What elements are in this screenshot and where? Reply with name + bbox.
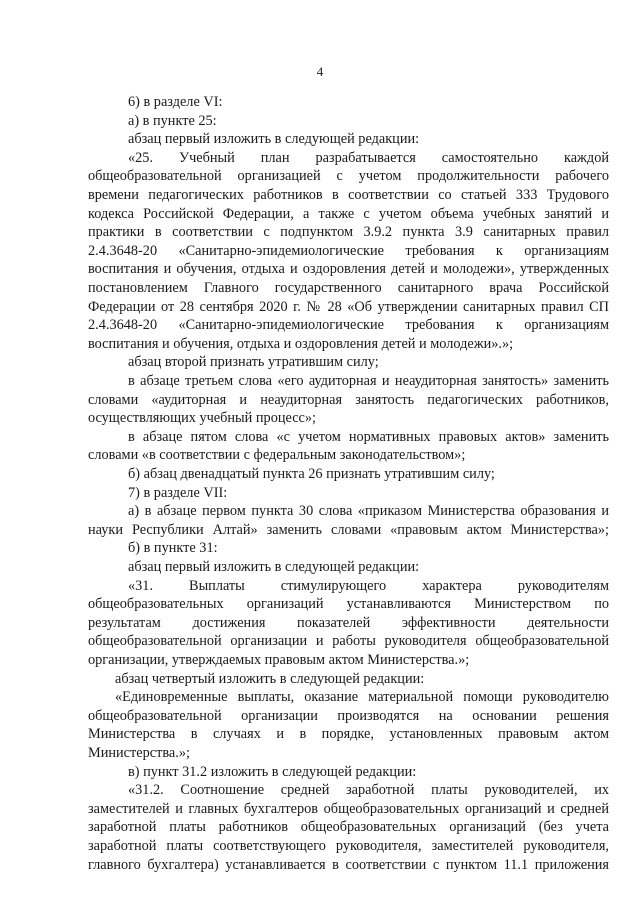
text-line: абзац четвертый изложить в следующей редакции:: [115, 670, 425, 687]
text-line: организации, утверждаемых правовым актом Министерства.»;: [88, 652, 470, 668]
text-line: кодекса Российской Федерации, а также с учетом объема учебных занятий и: [88, 205, 609, 222]
text-line: словами «в соответствии с федеральным законодательством»;: [88, 447, 466, 464]
text-line: 6) в разделе VI:: [128, 94, 223, 110]
text-line: общеобразовательных организаций устанавливаются Министерством по: [88, 596, 609, 613]
text-line: в) пункт 31.2 изложить в следующей редакции:: [128, 763, 417, 780]
text-line: б) абзац двенадцатый пункта 26 признать утратившим силу;: [128, 466, 495, 482]
text-line: Министерства.»;: [88, 745, 190, 761]
text-line: постановлением Главного государственного санитарного врача Российской: [88, 280, 609, 296]
text-line: науки Республики Алтай» заменить словами «правовым актом Министерства»;: [88, 521, 609, 538]
text-line: заработной платы работников общеобразовательных организаций (без учета: [88, 819, 609, 836]
text-line: «Единовременные выплаты, оказание материальной помощи руководителю: [115, 689, 609, 706]
text-line: б) в пункте 31:: [128, 540, 218, 557]
text-line: «31.2. Соотношение средней заработной платы руководителей, их: [128, 782, 609, 799]
text-line: Федерации от 28 сентября 2020 г. № 28 «Об утверждении санитарных правил СП: [88, 298, 609, 315]
page-number: 4: [316, 64, 324, 79]
text-line: «25. Учебный план разрабатывается самостоятельно каждой: [128, 149, 609, 166]
text-line: времени педагогических работников в соответствии со статьей 333 Трудового: [88, 187, 609, 203]
text-line: абзац первый изложить в следующей редакции:: [128, 131, 420, 148]
text-line: заработной платы соответствующего руководителя, заместителей руководителя,: [88, 838, 609, 854]
text-line: словами «аудиторная и неаудиторная занятость педагогических работников,: [88, 391, 609, 408]
text-line: в абзаце третьем слова «его аудиторная и неаудиторная занятость» заменить: [128, 373, 609, 389]
text-line: общеобразовательной организации и работы руководителя общеобразовательной: [88, 633, 609, 650]
text-line: а) в абзаце первом пункта 30 слова «приказом Министерства образования и: [128, 503, 609, 520]
text-line: практики в соответствии с подпунктом 3.9.2 пункта 3.9 санитарных правил: [88, 224, 609, 241]
text-line: 2.4.3648-20 «Санитарно-эпидемиологические требования к организациям: [88, 242, 609, 259]
text-line: «31. Выплаты стимулирующего характера руководителям: [128, 577, 609, 594]
text-line: абзац второй признать утратившим силу;: [128, 354, 379, 371]
text-line: 2.4.3648-20 «Санитарно-эпидемиологические требования к организациям: [88, 317, 609, 334]
text-line: заместителей и главных бухгалтеров общеобразовательных организаций и средней: [88, 800, 609, 817]
text-line: воспитания и обучения, отдыха и оздоровления детей и молодежи», утвержденных: [88, 261, 609, 278]
text-line: воспитания и обучения, отдыха и оздоровления детей и молодежи».»;: [88, 335, 514, 352]
text-line: общеобразовательной организации производятся на основании решения: [88, 707, 609, 724]
text-line: осуществляющих учебный процесс»;: [88, 410, 317, 427]
text-line: результатам достижения показателей эффективности деятельности: [88, 614, 609, 631]
text-line: а) в пункте 25:: [128, 112, 217, 129]
text-line: главного бухгалтера) устанавливается в соответствии с пунктом 11.1 приложения: [88, 856, 609, 873]
text-line: общеобразовательной организацией с учетом продолжительности рабочего: [88, 168, 609, 185]
text-line: в абзаце пятом слова «с учетом нормативных правовых актов» заменить: [128, 428, 609, 445]
text-line: Министерства в случаях и в порядке, установленных правовым актом: [88, 726, 609, 743]
text-line: 7) в разделе VII:: [128, 484, 228, 501]
text-line: абзац первый изложить в следующей редакции:: [128, 559, 420, 575]
